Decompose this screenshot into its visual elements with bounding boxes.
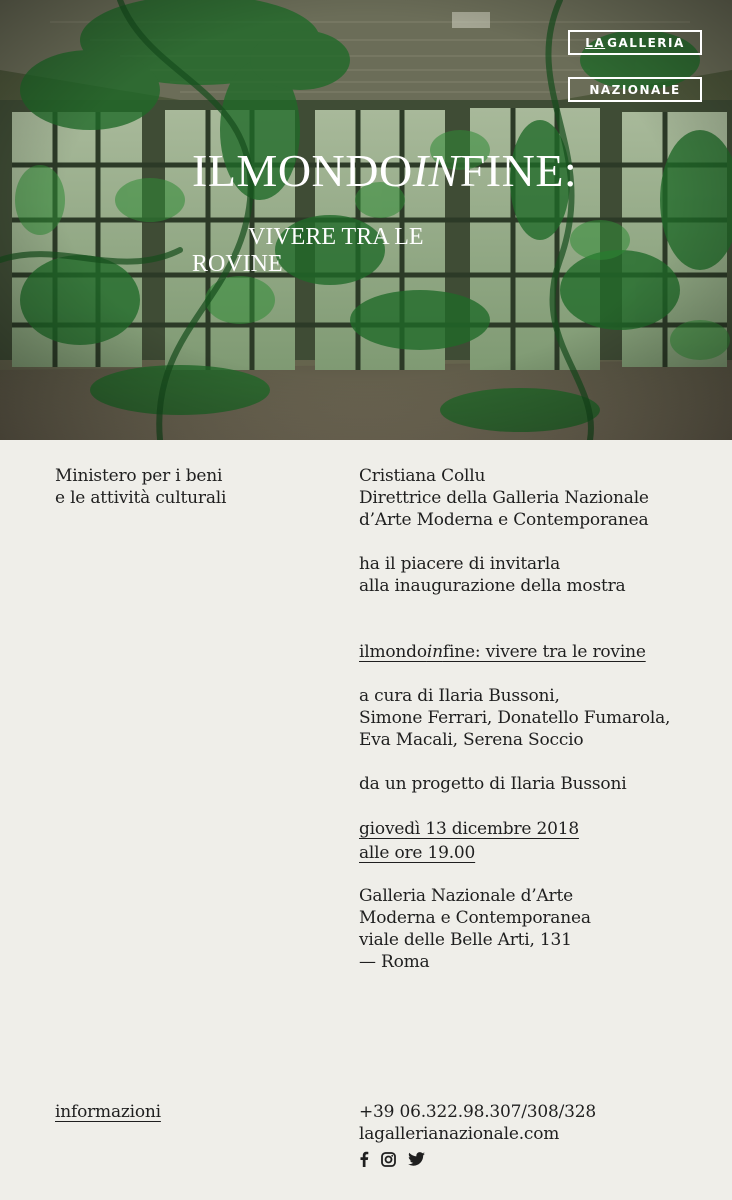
logo-nazionale-text: NAZIONALE (589, 82, 681, 97)
informazioni-link[interactable]: informazioni (55, 1102, 161, 1122)
datetime-block (359, 817, 579, 865)
exhibition-italic: in (426, 642, 443, 662)
ministry-line2: e le attività culturali (55, 488, 227, 508)
social-links (359, 1151, 425, 1167)
invite-line2: alla inaugurazione della mostra (359, 576, 626, 596)
project-block (359, 773, 626, 795)
curators-block (359, 685, 670, 751)
venue-line4: — Roma (359, 952, 430, 972)
venue-block (359, 885, 591, 973)
info-block (55, 1101, 161, 1123)
instagram-icon[interactable] (381, 1152, 396, 1167)
venue-line1: Galleria Nazionale d’Arte (359, 886, 573, 906)
exhibition-link[interactable] (359, 641, 646, 663)
logo-nazionale (568, 77, 702, 102)
venue-line3: viale delle Belle Arti, 131 (359, 930, 572, 950)
curators-line2: Simone Ferrari, Donatello Fumarola, (359, 708, 671, 728)
abandoned-room-illustration (0, 0, 732, 440)
exhibition-part2: fine: vivere tra le rovine (442, 642, 646, 662)
website-link[interactable]: lagallerianazionale.com (359, 1124, 560, 1144)
event-date-link[interactable]: giovedì 13 dicembre 2018 (359, 819, 579, 839)
invite-block (359, 553, 625, 597)
venue-line2: Moderna e Contemporanea (359, 908, 591, 928)
title-italic: IN (412, 145, 460, 196)
exhibition-subtitle: VIVERE TRA LE ROVINE (192, 224, 424, 277)
ministry-label (55, 465, 226, 509)
event-time-link[interactable]: alle ore 19.00 (359, 843, 476, 863)
title-part1: ILMONDO (192, 145, 413, 196)
facebook-icon[interactable] (359, 1151, 369, 1167)
logo-la: LA (585, 35, 606, 50)
logo-galleria (568, 30, 702, 55)
host-role-line1: Direttrice della Galleria Nazionale (359, 488, 649, 508)
exhibition-part1: ilmondo (359, 642, 427, 662)
host-role-line2: d’Arte Moderna e Contemporanea (359, 510, 649, 530)
curators-line1: a cura di Ilaria Bussoni, (359, 686, 560, 706)
curators-line3: Eva Macali, Serena Soccio (359, 730, 584, 750)
phone-number[interactable]: +39 06.322.98.307/308/328 (359, 1102, 597, 1122)
exhibition-title (192, 145, 578, 196)
host-block (359, 465, 649, 531)
invite-line1: ha il piacere di invitarla (359, 554, 561, 574)
contact-block (359, 1101, 596, 1145)
hero-image (0, 0, 732, 440)
ministry-line1: Ministero per i beni (55, 466, 223, 486)
exhibition-link-block (359, 641, 646, 663)
title-part2: FINE: (459, 145, 578, 196)
host-name: Cristiana Collu (359, 466, 486, 486)
project-line: da un progetto di Ilaria Bussoni (359, 774, 627, 794)
logo-galleria-text: GALLERIA (607, 35, 685, 50)
twitter-icon[interactable] (408, 1152, 425, 1166)
